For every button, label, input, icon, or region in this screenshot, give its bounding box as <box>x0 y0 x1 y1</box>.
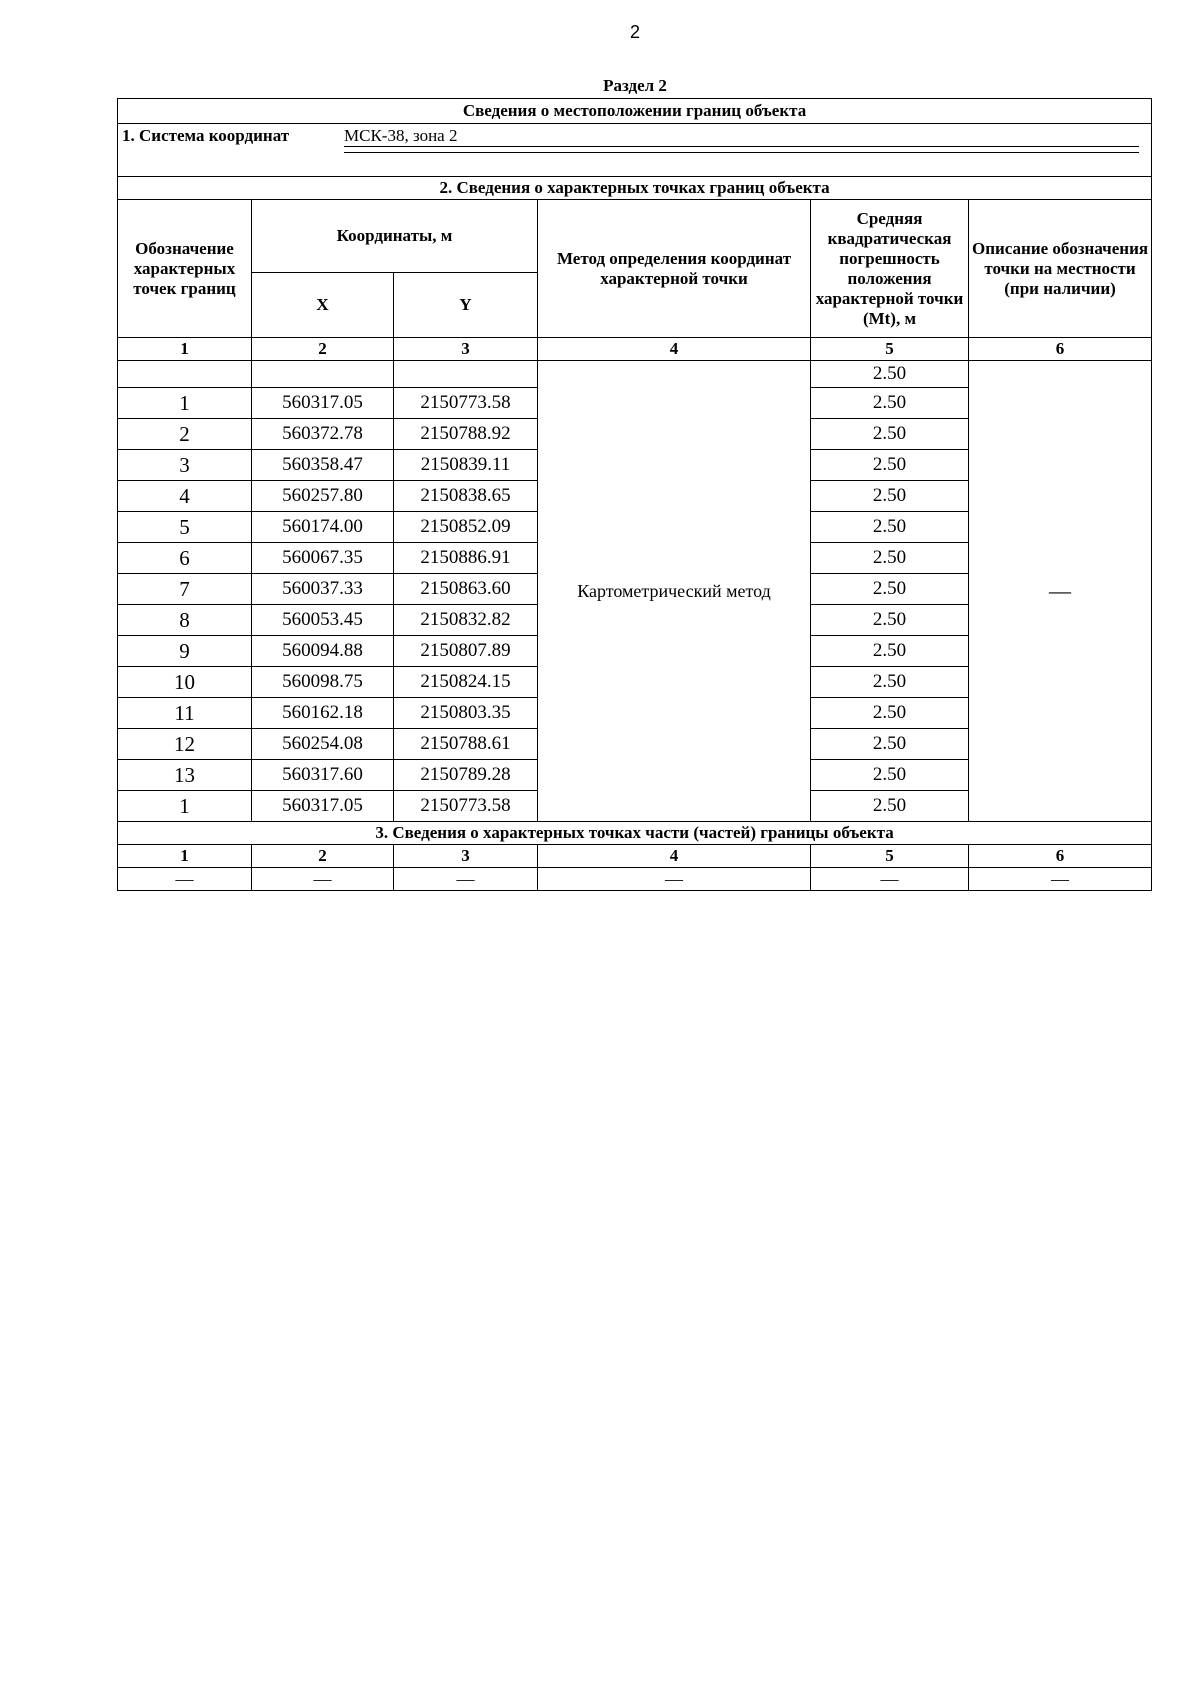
coord-system-value: МСК-38, зона 2 <box>344 126 1139 147</box>
x-cell: 560162.18 <box>252 698 394 729</box>
point-cell: 6 <box>118 543 252 574</box>
dash-cell: — <box>118 868 252 891</box>
x-cell: 560317.60 <box>252 760 394 791</box>
x-cell: 560257.80 <box>252 481 394 512</box>
point-cell: 8 <box>118 605 252 636</box>
col-number: 3 <box>394 338 538 361</box>
point-cell: 3 <box>118 450 252 481</box>
col-number: 5 <box>811 338 969 361</box>
y-cell: 2150807.89 <box>394 636 538 667</box>
point-cell: 5 <box>118 512 252 543</box>
error-cell: 2.50 <box>811 361 969 388</box>
y-cell: 2150789.28 <box>394 760 538 791</box>
header-coordinates: Координаты, м <box>252 200 538 273</box>
x-cell: 560067.35 <box>252 543 394 574</box>
error-cell: 2.50 <box>811 760 969 791</box>
point-cell: 12 <box>118 729 252 760</box>
method-cell: Картометрический метод <box>538 361 811 822</box>
error-cell: 2.50 <box>811 729 969 760</box>
description-cell: — <box>969 361 1152 822</box>
error-cell: 2.50 <box>811 667 969 698</box>
y-cell: 2150788.92 <box>394 419 538 450</box>
point-cell: 4 <box>118 481 252 512</box>
error-cell: 2.50 <box>811 512 969 543</box>
point-cell: 11 <box>118 698 252 729</box>
section-title: Раздел 2 <box>603 76 667 95</box>
error-cell: 2.50 <box>811 481 969 512</box>
error-cell: 2.50 <box>811 605 969 636</box>
header-error: Средняя квадратическая погрешность положения характерной точки (Mt), м <box>811 200 969 338</box>
point-cell <box>118 361 252 388</box>
point-cell: 1 <box>118 791 252 822</box>
coord-system-row <box>118 124 1152 151</box>
part2-title: 2. Сведения о характерных точках границ объекта <box>118 177 1152 200</box>
point-cell: 13 <box>118 760 252 791</box>
col-number: 2 <box>252 845 394 868</box>
y-cell: 2150803.35 <box>394 698 538 729</box>
error-cell: 2.50 <box>811 419 969 450</box>
point-cell: 10 <box>118 667 252 698</box>
header-designation: Обозначение характерных точек границ <box>118 200 252 338</box>
boundary-table <box>117 98 1152 891</box>
x-cell: 560053.45 <box>252 605 394 636</box>
col-number: 4 <box>538 845 811 868</box>
table-row <box>118 868 1152 891</box>
header-x: X <box>252 273 394 338</box>
point-cell: 2 <box>118 419 252 450</box>
dash-cell: — <box>252 868 394 891</box>
dash-cell: — <box>394 868 538 891</box>
dash-cell: — <box>969 868 1152 891</box>
x-cell: 560358.47 <box>252 450 394 481</box>
col-number: 4 <box>538 338 811 361</box>
coord-system-label: 1. Система координат <box>122 126 290 145</box>
y-cell: 2150839.11 <box>394 450 538 481</box>
x-cell: 560372.78 <box>252 419 394 450</box>
y-cell: 2150824.15 <box>394 667 538 698</box>
header-y: Y <box>394 273 538 338</box>
x-cell: 560317.05 <box>252 791 394 822</box>
part3-title: 3. Сведения о характерных точках части (частей) границы объекта <box>118 822 1152 845</box>
col-number: 6 <box>969 845 1152 868</box>
y-cell: 2150773.58 <box>394 791 538 822</box>
error-cell: 2.50 <box>811 698 969 729</box>
error-cell: 2.50 <box>811 791 969 822</box>
boundary-document <box>117 98 1151 891</box>
table-row <box>118 361 1152 388</box>
y-cell: 2150832.82 <box>394 605 538 636</box>
y-cell: 2150863.60 <box>394 574 538 605</box>
x-cell: 560254.08 <box>252 729 394 760</box>
col-number: 5 <box>811 845 969 868</box>
error-cell: 2.50 <box>811 450 969 481</box>
y-cell: 2150838.65 <box>394 481 538 512</box>
error-cell: 2.50 <box>811 636 969 667</box>
x-cell: 560094.88 <box>252 636 394 667</box>
y-cell: 2150886.91 <box>394 543 538 574</box>
point-cell: 1 <box>118 388 252 419</box>
coord-system-blank-row <box>118 150 1152 177</box>
col-number: 2 <box>252 338 394 361</box>
y-cell: 2150852.09 <box>394 512 538 543</box>
header-description: Описание обозначения точки на местности (при наличии) <box>969 200 1152 338</box>
col-number: 3 <box>394 845 538 868</box>
col-number: 1 <box>118 845 252 868</box>
error-cell: 2.50 <box>811 388 969 419</box>
x-cell: 560174.00 <box>252 512 394 543</box>
page-number: 2 <box>629 22 640 42</box>
error-cell: 2.50 <box>811 543 969 574</box>
y-cell <box>394 361 538 388</box>
col-number: 1 <box>118 338 252 361</box>
x-cell: 560317.05 <box>252 388 394 419</box>
dash-cell: — <box>538 868 811 891</box>
y-cell: 2150773.58 <box>394 388 538 419</box>
y-cell: 2150788.61 <box>394 729 538 760</box>
x-cell: 560098.75 <box>252 667 394 698</box>
dash-cell: — <box>811 868 969 891</box>
x-cell: 560037.33 <box>252 574 394 605</box>
header-method: Метод определения координат характерной точки <box>538 200 811 338</box>
error-cell: 2.50 <box>811 574 969 605</box>
table-title: Сведения о местоположении границ объекта <box>118 99 1152 124</box>
col-number: 6 <box>969 338 1152 361</box>
x-cell <box>252 361 394 388</box>
point-cell: 7 <box>118 574 252 605</box>
point-cell: 9 <box>118 636 252 667</box>
